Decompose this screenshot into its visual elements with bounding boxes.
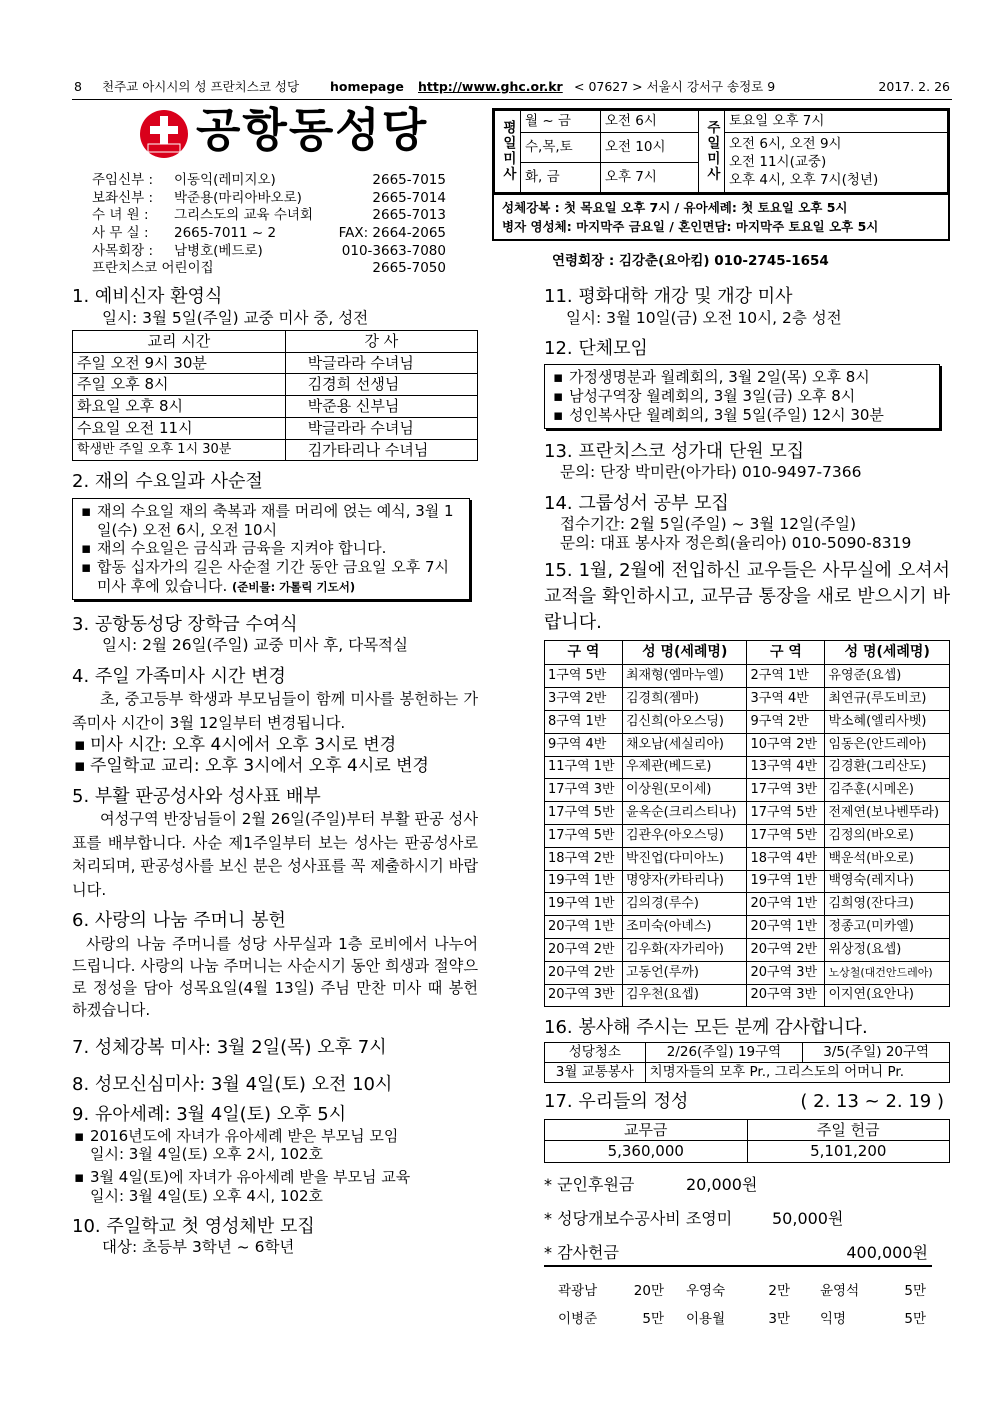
- text-cell: 5만: [642, 1310, 664, 1327]
- text-cell: 김경희 선생님: [285, 374, 477, 396]
- text-cell: 18구역 2반: [545, 847, 623, 870]
- section-title: 13. 프란치스코 성가대 단원 모집: [544, 440, 805, 462]
- text-cell: 이상원(모이세): [622, 779, 747, 802]
- text-cell: 20구역 3반: [747, 961, 825, 984]
- staff-row: [92, 172, 452, 190]
- weekday-day: 화, 금: [521, 162, 601, 192]
- left-column: [72, 280, 478, 1257]
- table-row: [544, 1305, 926, 1333]
- text-cell: 김신희(아오스딩): [622, 711, 747, 734]
- table-header: 교리 시간: [73, 330, 286, 352]
- text-cell: 일시: 3월 4일(토) 오후 4시, 102호: [90, 1186, 324, 1205]
- text-cell: 19구역 1반: [545, 870, 623, 893]
- text-cell: 김희영(잔다크): [825, 893, 950, 916]
- table-row: [73, 439, 478, 461]
- list-item: ▪ 재의 수요일 재의 축복과 재를 머리에 얹는 예식, 3월 1일(수) 오전 6시, 오전 10시: [79, 502, 463, 540]
- offering-period: ( 2. 13 ~ 2. 19 ): [800, 1090, 944, 1112]
- church-cross-logo-icon: [138, 108, 190, 160]
- right-column: [544, 280, 950, 1333]
- text-cell: 이지연(요안나): [825, 984, 950, 1007]
- table-row: [545, 1062, 950, 1082]
- text-cell: 조미숙(아녜스): [622, 916, 747, 939]
- list-item: ▪ 주일학교 교리: 오후 3시에서 오후 4시로 변경: [72, 756, 478, 777]
- staff-row: [92, 207, 452, 225]
- text-cell: 5,101,200: [747, 1141, 950, 1163]
- text-cell: * 성당개보수공사비 조영미: [544, 1209, 733, 1229]
- parish-name: 천주교 아시시의 성 프란치스코 성당: [102, 79, 300, 94]
- text-cell: 백운석(바오로): [825, 847, 950, 870]
- table-header: 구 역: [747, 641, 825, 665]
- table-header: 교무금: [545, 1119, 748, 1141]
- text-cell: 2665-7050: [372, 260, 446, 277]
- text-cell: 010-3663-7080: [341, 242, 446, 259]
- sunday-time: 오전 11시(교중): [729, 154, 827, 171]
- text-cell: 3월 교통봉사: [545, 1062, 646, 1082]
- text-cell: 17구역 5반: [545, 825, 623, 848]
- volunteer-table: [544, 1042, 950, 1083]
- text-cell: 20구역 1반: [545, 916, 623, 939]
- table-row: [545, 984, 950, 1007]
- table-row: [545, 756, 950, 779]
- text-cell: 윤옥순(크리스티나): [622, 802, 747, 825]
- text-cell: 20,000원: [686, 1175, 758, 1195]
- text-cell: 19구역 1반: [545, 893, 623, 916]
- table-row: [544, 1277, 926, 1305]
- sacrament-info-2: 병자 영성체: 마지막주 금요일 / 혼인면담: 마지막주 토요일 오후 5시: [502, 218, 879, 234]
- section-paragraph: 여성구역 반장님들이 2월 26일(주일)부터 부활 판공 성사표를 배부합니다. 사순 제1주일부터 보는 성사는 판공성사로 처리되며, 판공성사를 보신 분은 성사표를 꼭 제출하시기 바랍니다.: [72, 810, 478, 899]
- list-item: ▪ 재의 수요일은 금식과 금육을 지켜야 합니다.: [79, 539, 463, 558]
- text-cell: 20구역 2반: [545, 939, 623, 962]
- new-members-table: [544, 640, 950, 1007]
- table-row: [545, 870, 950, 893]
- text-cell: * 군인후원금: [544, 1175, 635, 1195]
- text-cell: 김경환(그리산도): [825, 756, 950, 779]
- text-cell: 유영준(요셉): [825, 665, 950, 688]
- section-sub: 대상: 초등부 3학년 ~ 6학년: [102, 1238, 295, 1256]
- section-title: 10. 주일학교 첫 영성체반 모집: [72, 1215, 315, 1237]
- table-header: 성 명(세례명): [622, 641, 747, 665]
- weekday-time: 오후 7시: [600, 162, 698, 192]
- text-cell: 9구역 4반: [545, 733, 623, 756]
- text-cell: 박글라라 수녀님: [285, 352, 477, 374]
- text-cell: 3구역 2반: [545, 688, 623, 711]
- text-cell: 남병호(베드로): [174, 242, 263, 259]
- table-header: 강 사: [285, 330, 477, 352]
- text-cell: 이용월: [686, 1310, 726, 1327]
- staff-row: [92, 225, 452, 243]
- table-row: [545, 1042, 950, 1062]
- text-cell: 김경희(젬마): [622, 688, 747, 711]
- table-header: 구 역: [545, 641, 623, 665]
- weekday-day: 수,목,토: [521, 132, 601, 162]
- section-paragraph: 초, 중고등부 학생과 부모님들이 함께 미사를 봉헌하는 가족미사 시간이 3월 12일부터 변경됩니다.: [72, 690, 478, 732]
- table-header: 주일 헌금: [747, 1119, 950, 1141]
- text-cell: 20구역 3반: [747, 984, 825, 1007]
- text-cell: 5,360,000: [545, 1141, 748, 1163]
- text-cell: 김우천(요셉): [622, 984, 747, 1007]
- section-title: 3. 공항동성당 장학금 수여식: [72, 613, 298, 635]
- funeral-contact: 연령회장 : 김강춘(요아킴) 010-2745-1654: [552, 253, 829, 269]
- text-cell: 수요일 오전 11시: [73, 417, 286, 439]
- table-row: [73, 396, 478, 418]
- text-cell: 11구역 1반: [545, 756, 623, 779]
- text-cell: 18구역 4반: [747, 847, 825, 870]
- text-cell: 박글라라 수녀님: [285, 417, 477, 439]
- offering-table: [544, 1119, 950, 1164]
- section-title: 9. 유아세례: 3월 4일(토) 오후 5시: [72, 1104, 347, 1125]
- sunday-time: 오전 6시, 오전 9시: [729, 135, 842, 152]
- donor-list: [544, 1277, 926, 1333]
- parish-logo: [138, 104, 468, 166]
- text-cell: 17구역 3반: [747, 779, 825, 802]
- sunday-time: 토요일 오후 7시: [725, 111, 948, 133]
- weekday-time: 오전 6시: [600, 111, 698, 133]
- text-cell: 50,000원: [772, 1209, 844, 1229]
- text-cell: 2/26(주일) 19구역: [645, 1042, 803, 1062]
- list-item: [72, 1168, 478, 1206]
- weekday-day: 월 ~ 금: [521, 111, 601, 133]
- text-cell: 20구역 2반: [545, 961, 623, 984]
- text-cell: ▪ 2016년도에 자녀가 유아세례 받은 부모님 모임: [90, 1126, 399, 1145]
- section-sub: 문의: 대표 봉사자 정은희(율리아) 010-5090-8319: [560, 533, 912, 552]
- sunday-time: 오후 4시, 오후 7시(청년): [729, 172, 879, 189]
- section-title: 1. 예비신자 환영식: [72, 286, 223, 307]
- text-cell: 채오남(세실리아): [622, 733, 747, 756]
- staff-row: [92, 260, 452, 278]
- table-row: [545, 1141, 950, 1163]
- section-title: 14. 그룹성서 공부 모집: [544, 492, 729, 514]
- address: < 07627 > 서울시 강서구 송정로 9: [574, 79, 776, 94]
- text-cell: 화요일 오후 8시: [73, 396, 286, 418]
- text-cell: 주임신부 :: [92, 172, 154, 188]
- list-item: [72, 1127, 478, 1165]
- text-cell: 2665-7013: [372, 207, 446, 224]
- section-title: 6. 사랑의 나눔 주머니 봉헌: [72, 910, 286, 932]
- table-row: [545, 939, 950, 962]
- weekday-time: 오전 10시: [600, 132, 698, 162]
- table-row: [545, 847, 950, 870]
- table-row: [545, 779, 950, 802]
- text-cell: 프란치스코 어린이집: [92, 260, 214, 277]
- section-paragraph: 사랑의 나눔 주머니를 성당 사무실과 1층 로비에서 나누어 드립니다. 사랑의 나눔 주머니는 사순시기 동안 희생과 절약으로 정성을 담아 성목요일(4월 13일) 주님 만찬 미사 때 봉헌하겠습니다.: [72, 934, 478, 1019]
- section-title: 11. 평화대학 개강 및 개강 미사: [544, 286, 793, 307]
- text-cell: 치명자들의 모후 Pr., 그리스도의 어머니 Pr.: [645, 1062, 949, 1082]
- text-cell: 2665-7014: [372, 189, 446, 206]
- section-sub: 문의: 단장 박미란(아가타) 010-9497-7366: [560, 463, 862, 482]
- staff-row: [92, 190, 452, 208]
- text-cell: 주일 오전 9시 30분: [73, 352, 286, 374]
- text-cell: 17구역 3반: [545, 779, 623, 802]
- note: (준비물: 가톨릭 기도서): [232, 579, 356, 594]
- text-cell: 20구역 1반: [747, 916, 825, 939]
- text-cell: 노상철(대건안드레아): [825, 961, 950, 984]
- table-row: [545, 961, 950, 984]
- page-header: [72, 76, 952, 100]
- section-title: 2. 재의 수요일과 사순절: [72, 471, 263, 493]
- text-cell: 1구역 5반: [545, 665, 623, 688]
- text-cell: 김의경(루수): [622, 893, 747, 916]
- text-cell: FAX: 2664-2065: [338, 225, 446, 242]
- text-cell: 정종고(미카엘): [825, 916, 950, 939]
- text-cell: 김우화(자가리아): [622, 939, 747, 962]
- text-cell: 최연규(루도비코): [825, 688, 950, 711]
- text-cell: 김가타리나 수녀님: [285, 439, 477, 461]
- homepage-link[interactable]: http://www.ghc.or.kr: [418, 79, 563, 94]
- table-row: [545, 893, 950, 916]
- text-cell: 5만: [904, 1282, 926, 1299]
- homepage-label: homepage: [330, 79, 404, 94]
- sacrament-info-1: 성체강복 : 첫 목요일 오후 7시 / 유아세례: 첫 토요일 오후 5시: [502, 199, 848, 215]
- table-row: [545, 711, 950, 734]
- text-cell: ▪ 3월 4일(토)에 자녀가 유아세례 받을 부모님 교육: [90, 1168, 411, 1186]
- text-cell: 17구역 5반: [747, 802, 825, 825]
- section-title: 8. 성모신심미사: 3월 4일(토) 오전 10시: [72, 1073, 393, 1095]
- text-cell: 김주훈(시메온): [825, 779, 950, 802]
- text-cell: 이병준: [558, 1310, 598, 1327]
- table-row: [545, 802, 950, 825]
- text-cell: 사 무 실 :: [92, 225, 149, 242]
- text-cell: 최재형(엠마누엘): [622, 665, 747, 688]
- text-cell: 박진업(다미아노): [622, 847, 747, 870]
- section-sub: 접수기간: 2월 5일(주일) ~ 3월 12일(주일): [560, 515, 857, 533]
- text-cell: 20만: [633, 1282, 664, 1299]
- text-cell: 13구역 4반: [747, 756, 825, 779]
- section-title: 15. 1월, 2월에 전입하신 교우들은 사무실에 오셔서 교적을 확인하시고, 교무금 통장을 새로 받으시기 바랍니다.: [544, 560, 950, 634]
- text-cell: 17구역 5반: [545, 802, 623, 825]
- text-cell: 수 녀 원 :: [92, 207, 149, 224]
- text-cell: 곽광남: [558, 1282, 598, 1299]
- text-cell: 박준용(마리아바오로): [174, 189, 302, 206]
- list-item: ▪ 미사 시간: 오후 4시에서 오후 3시로 변경: [72, 735, 478, 756]
- weekday-mass-label: 평일미사: [495, 111, 521, 193]
- section-title: 5. 부활 판공성사와 성사표 배부: [72, 785, 321, 807]
- table-header: 성 명(세례명): [825, 641, 950, 665]
- text-cell: 학생반 주일 오후 1시 30분: [73, 439, 286, 461]
- text-cell: 박소혜(엘리사벳): [825, 711, 950, 734]
- text-cell: 20구역 3반: [545, 984, 623, 1007]
- text-cell: 20구역 2반: [747, 939, 825, 962]
- text-cell: 3만: [768, 1310, 790, 1327]
- text-cell: 2만: [768, 1282, 790, 1299]
- text-cell: 주일 오후 8시: [73, 374, 286, 396]
- section-sub: 일시: 2월 26일(주일) 교중 미사 후, 다목적실: [102, 636, 408, 655]
- issue-date: 2017. 2. 26: [878, 79, 950, 94]
- text-cell: 19구역 1반: [747, 870, 825, 893]
- section-sub: 일시: 3월 10일(금) 오전 10시, 2층 성전: [566, 308, 842, 327]
- text-cell: 우영숙: [686, 1282, 726, 1299]
- table-row: [545, 916, 950, 939]
- text-cell: 위상정(요셉): [825, 939, 950, 962]
- text-cell: 윤영석: [820, 1282, 860, 1299]
- text-cell: 3구역 4반: [747, 688, 825, 711]
- table-row: [73, 417, 478, 439]
- text-cell: 전제연(보나벤뚜라): [825, 802, 950, 825]
- list-item: ▪ 남성구역장 월례회의, 3월 3일(금) 오후 8시: [551, 387, 933, 406]
- text-cell: 성당청소: [545, 1042, 646, 1062]
- catechism-table: [72, 330, 478, 462]
- sunday-mass-label: 주일미사: [699, 111, 725, 193]
- donation-line: [544, 1169, 950, 1203]
- text-cell: 이동익(레미지오): [174, 172, 276, 188]
- section-title: 7. 성체강복 미사: 3월 2일(목) 오후 7시: [72, 1037, 387, 1058]
- section-title: 4. 주일 가족미사 시간 변경: [72, 665, 286, 687]
- text-cell: 명양자(카타리나): [622, 870, 747, 893]
- text-cell: 2665-7015: [372, 172, 446, 188]
- text-cell: 2구역 1반: [747, 665, 825, 688]
- list-item: ▪ 성인복사단 월례회의, 3월 5일(주일) 12시 30분: [551, 406, 933, 425]
- text-cell: 3/5(주일) 20구역: [803, 1042, 950, 1062]
- text-cell: 백영숙(레지나): [825, 870, 950, 893]
- table-row: [545, 665, 950, 688]
- text-cell: 임동은(안드레아): [825, 733, 950, 756]
- page-number: 8: [74, 79, 82, 94]
- text-cell: 20구역 1반: [747, 893, 825, 916]
- table-row: [73, 352, 478, 374]
- list-item: ▪ 가정생명분과 월례회의, 3월 2일(목) 오후 8시: [551, 368, 933, 387]
- text-cell: 우제관(베드로): [622, 756, 747, 779]
- donation-line: [544, 1237, 932, 1267]
- section-title: 17. 우리들의 정성: [544, 1090, 689, 1112]
- text-cell: * 감사헌금: [544, 1243, 619, 1263]
- mass-schedule: [492, 108, 950, 241]
- text-cell: 그리스도의 교육 수녀회: [174, 207, 313, 224]
- text-cell: 박준용 신부님: [285, 396, 477, 418]
- text-cell: 5만: [904, 1310, 926, 1327]
- section-sub: 일시: 3월 5일(주일) 교중 미사 중, 성전: [102, 308, 369, 327]
- section-title: 16. 봉사해 주시는 모든 분께 감사합니다.: [544, 1017, 868, 1039]
- donation-line: [544, 1203, 950, 1237]
- text-cell: 400,000원: [846, 1243, 928, 1263]
- logo-title: 공항동성당: [196, 103, 429, 157]
- text-cell: 17구역 5반: [747, 825, 825, 848]
- text-cell: 익명: [820, 1310, 847, 1327]
- table-row: [545, 733, 950, 756]
- staff-row: [92, 243, 452, 261]
- text-cell: 김관우(아오스딩): [622, 825, 747, 848]
- table-row: [545, 825, 950, 848]
- text-cell: 보좌신부 :: [92, 189, 154, 206]
- table-row: [545, 688, 950, 711]
- text-cell: 사목회장 :: [92, 242, 154, 259]
- group-meetings-box: [544, 364, 940, 428]
- text-cell: 김정의(바오로): [825, 825, 950, 848]
- text-cell: 9구역 2반: [747, 711, 825, 734]
- staff-directory: [92, 172, 452, 278]
- text-cell: 고동언(루까): [622, 961, 747, 984]
- list-item: 합동 십자가의 길은 사순절 기간 동안 금요일 오후 7시 미사 후에 있습니다.: [97, 558, 449, 595]
- text-cell: 2665-7011 ~ 2: [174, 225, 277, 242]
- text-cell: 10구역 2반: [747, 733, 825, 756]
- text-cell: 8구역 1반: [545, 711, 623, 734]
- table-row: [73, 374, 478, 396]
- text-cell: 일시: 3월 4일(토) 오후 2시, 102호: [90, 1145, 324, 1164]
- ash-wednesday-box: [72, 498, 470, 600]
- section-title: 12. 단체모임: [544, 337, 648, 359]
